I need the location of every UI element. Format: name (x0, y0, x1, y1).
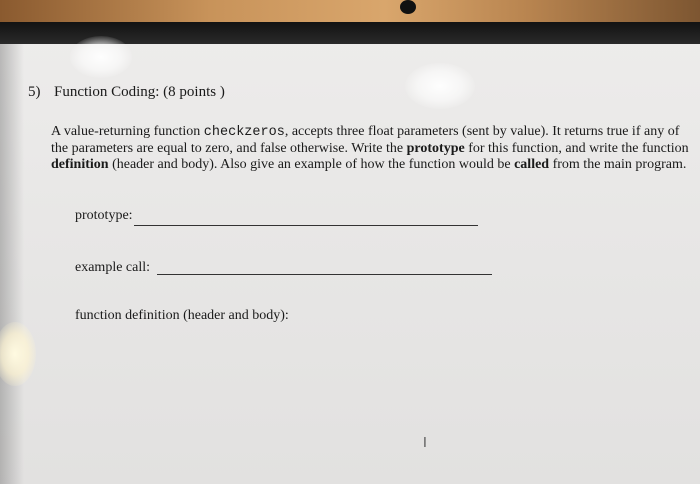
paragraph-text: , accepts three float parameters (sent by value). It returns true if any of the parameters are equal to zero, and false otherwise. Write the (51, 124, 680, 156)
webcam-dot (400, 0, 416, 14)
light-glare (405, 63, 475, 109)
question-number: 5) (28, 84, 41, 100)
definition-keyword: definition (51, 157, 109, 172)
desk-background (0, 0, 700, 22)
paragraph-text: A value-returning function (51, 124, 204, 139)
example-call-answer-line[interactable] (157, 274, 492, 275)
called-keyword: called (514, 157, 550, 172)
paragraph-text: for this function, and write the function (464, 141, 689, 156)
question-heading: Function Coding: (8 points ) (54, 84, 225, 100)
function-name-code: checkzeros (203, 125, 285, 140)
edge-shadow (0, 44, 24, 484)
prototype-label: prototype: (75, 208, 133, 223)
example-call-label: example call: (75, 260, 151, 275)
prototype-keyword: prototype (406, 141, 465, 156)
question-paragraph (51, 124, 691, 173)
monitor-bezel (0, 22, 700, 44)
paragraph-text: from the main program. (549, 157, 687, 172)
prototype-answer-line[interactable] (134, 225, 478, 226)
text-cursor-icon: I (423, 436, 427, 451)
paragraph-text: (header and body). Also give an example of how the function would be (108, 157, 515, 172)
definition-label: function definition (header and body): (75, 308, 289, 323)
